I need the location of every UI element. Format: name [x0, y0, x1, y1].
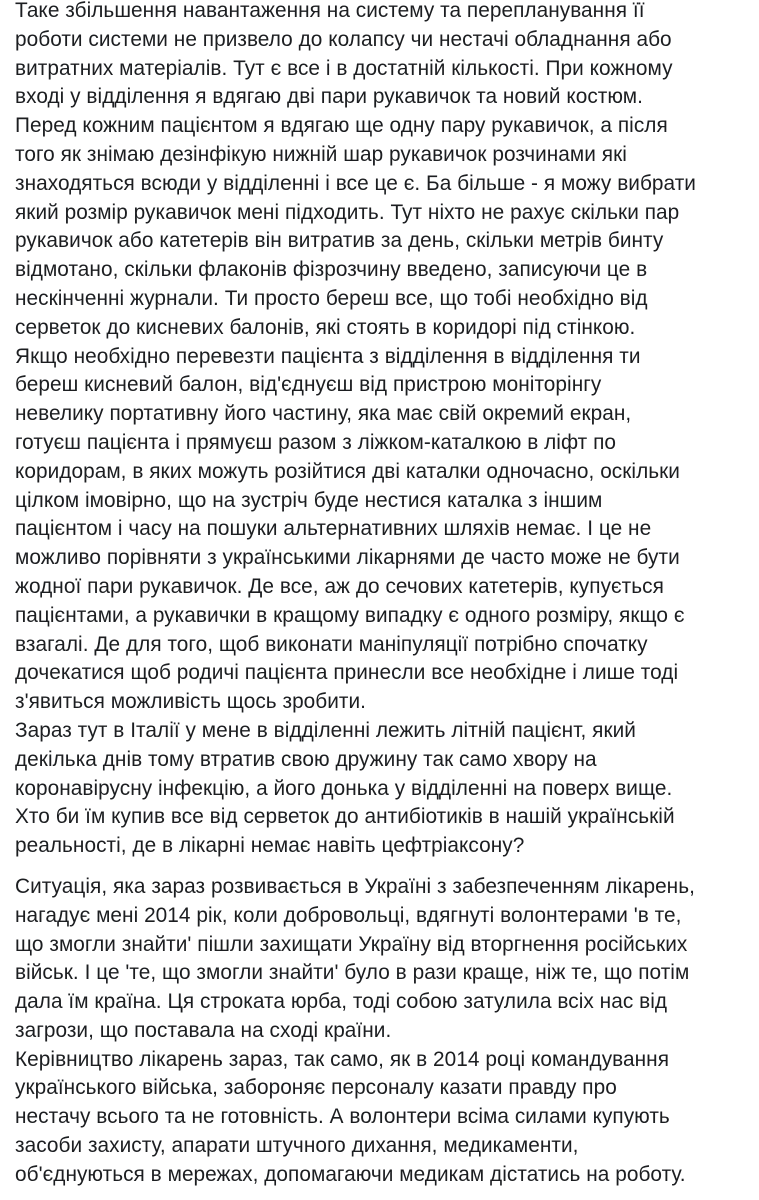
text-line: об'єднуються в мережах, допомагаючи медикам дістатись на роботу. [15, 1162, 686, 1186]
text-line: з'явиться можливість щось зробити. [15, 690, 367, 714]
text-line: Ситуація, яка зараз розвивається в Україні з забезпеченням лікарень, [15, 874, 695, 898]
text-line: нестачу всього та не готовність. А волонтери всіма силами купують [15, 1105, 670, 1129]
text-line: того як знімаю дезінфікую нижній шар рукавичок розчинами які [15, 142, 627, 166]
text-line: пацієнтами, а рукавички в кращому випадку є одного розміру, якщо є [15, 603, 685, 627]
text-line: Перед кожним пацієнтом я вдягаю ще одну пару рукавичок, а після [15, 114, 668, 138]
text-line: засоби захисту, апарати штучного дихання, медикаменти, [15, 1134, 579, 1158]
text-line: нагадує мені 2014 рік, коли добровольці, вдягнуті волонтерами 'в те, [15, 903, 682, 927]
text-line: дала їм країна. Ця строката юрба, тоді собою затулила всіх нас від [15, 990, 668, 1014]
text-line: взагалі. Де для того, щоб виконати маніпуляції потрібно спочатку [15, 632, 648, 656]
text-line: Керівництво лікарень зараз, так само, як в 2014 році командування [15, 1047, 670, 1071]
text-line: Хто би їм купив все від серветок до антибіотиків в нашій українській [15, 805, 675, 829]
text-line: загрози, що поставала на сході країни. [15, 1018, 392, 1042]
text-line: жодної пари рукавичок. Де все, аж до сечових катетерів, купується [15, 574, 664, 598]
text-line: витратних матеріалів. Тут є все і в достатній кількості. При кожному [15, 56, 673, 80]
text-line: Якщо необхідно перевезти пацієнта з відділення в відділення ти [15, 344, 641, 368]
text-line: пацієнтом і часу на пошуки альтернативних шляхів немає. І це не [15, 517, 652, 541]
text-line: Таке збільшення навантаження на систему та перепланування її [15, 0, 645, 22]
text-line: Зараз тут в Італії у мене в відділенні лежить літній пацієнт, який [15, 718, 636, 742]
text-line: військ. І це 'те, що змогли знайти' було в рази краще, ніж те, що потім [15, 961, 690, 985]
text-line: реальності, де в лікарні немає навіть цефтріаксону? [15, 834, 525, 858]
text-line: коронавірусну інфекцію, а його донька у відділенні на поверх вище. [15, 776, 673, 800]
text-line: який розмір рукавичок мені підходить. Тут ніхто не рахує скільки пар [15, 200, 680, 224]
post-paragraph [15, 0, 759, 861]
text-line: дочекатися щоб родичі пацієнта принесли все необхідне і лише тоді [15, 661, 679, 685]
text-line: можливо порівняти з українськими лікарнями де часто може не бути [15, 546, 680, 570]
text-line: нескінченні журнали. Ти просто береш все, що тобі необхідно від [15, 286, 648, 310]
text-line: що змогли знайти' пішли захищати Україну від вторгнення російських [15, 932, 688, 956]
text-line: серветок до кисневих балонів, які стоять в коридорі під стінкою. [15, 315, 636, 339]
text-line: рукавичок або катетерів він витратив за день, скільки метрів бинту [15, 229, 664, 253]
text-line: українського війська, забороняє персоналу казати правду про [15, 1076, 617, 1100]
text-line: цілком імовірно, що на зустріч буде нестися каталка з іншим [15, 488, 603, 512]
text-line: коридорам, в яких можуть розійтися дві каталки одночасно, оскільки [15, 459, 680, 483]
text-line: вході у відділення я вдягаю дві пари рукавичок та новий костюм. [15, 85, 643, 109]
text-line: готуєш пацієнта і прямуєш разом з ліжком-каталкою в ліфт по [15, 430, 617, 454]
text-line: відмотано, скільки флаконів фізрозчину введено, записуючи це в [15, 258, 648, 282]
text-line: роботи системи не призвело до колапсу чи нестачі обладнання або [15, 27, 672, 51]
text-line: декілька днів тому втратив свою дружину так само хвору на [15, 747, 597, 771]
text-line: невелику портативну його частину, яка має свій окремий екран, [15, 402, 632, 426]
text-line: знаходяться всюди у відділенні і все це є. Ба більше - я можу вибрати [15, 171, 696, 195]
text-line: береш кисневий балон, від'єднуєш від пристрою моніторінгу [15, 373, 602, 397]
post-paragraph [15, 873, 759, 1190]
post-body [15, 0, 759, 1190]
